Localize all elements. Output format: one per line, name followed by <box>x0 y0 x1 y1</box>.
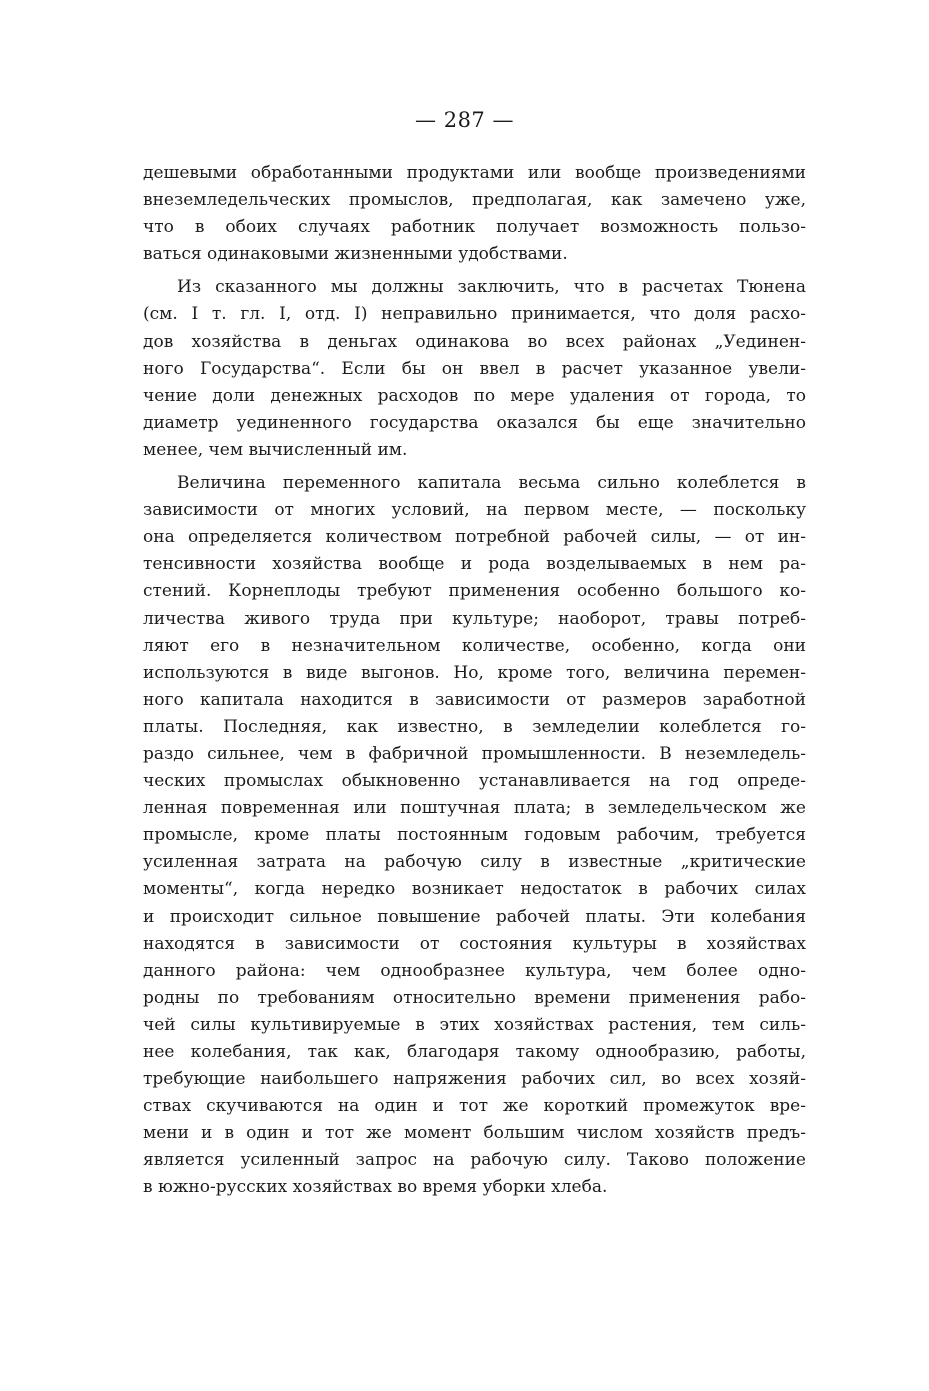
text-line: Из сказанного мы должны заключить, что в расчетах Тюнена <box>177 277 806 298</box>
text-line: ленная повременная или поштучная плата; в земледельческом же <box>143 798 806 819</box>
text-line: менее, чем вычисленный им. <box>143 439 408 460</box>
paragraph-2 <box>143 274 806 464</box>
text-line: ного Государства“. Если бы он ввел в расчет указанное увели- <box>143 358 806 379</box>
text-line: ного капитала находится в зависимости от размеров заработной <box>143 689 806 710</box>
text-line: ствах скучиваются на один и тот же короткий промежуток вре- <box>143 1096 806 1117</box>
text-line: она определяется количеством потребной рабочей силы, — от ин- <box>143 527 806 548</box>
text-line: дов хозяйства в деньгах одинакова во всех районах „Уединен- <box>143 331 806 352</box>
text-line: родны по требованиям относительно времени применения рабо- <box>143 987 806 1008</box>
text-line: (см. I т. гл. I, отд. I) неправильно принимается, что доля расхо- <box>143 304 806 325</box>
text-line: платы. Последняя, как известно, в земледелии колеблется го- <box>143 716 806 737</box>
text-line: находятся в зависимости от состояния культуры в хозяйствах <box>143 933 806 954</box>
text-line: раздо сильнее, чем в фабричной промышленности. В неземледель- <box>143 743 806 764</box>
text-line: промысле, кроме платы постоянным годовым рабочим, требуется <box>143 825 806 846</box>
text-line: требующие наибольшего напряжения рабочих сил, во всех хозяй- <box>143 1069 806 1090</box>
text-line: ческих промыслах обыкновенно устанавливается на год опреде- <box>143 771 806 792</box>
text-line: данного района: чем однообразнее культура, чем более одно- <box>143 960 806 981</box>
text-line: мени и в один и тот же момент большим числом хозяйств предъ- <box>143 1123 806 1144</box>
text-line: в южно-русских хозяйствах во время уборки хлеба. <box>143 1177 608 1198</box>
page-number: — 287 — <box>415 108 514 132</box>
text-line: чение доли денежных расходов по мере удаления от города, то <box>143 385 806 406</box>
text-line: моменты“, когда нередко возникает недостаток в рабочих силах <box>143 879 806 900</box>
text-line: нее колебания, так как, благодаря такому однообразию, работы, <box>143 1042 806 1062</box>
text-line: является усиленный запрос на рабочую силу. Таково положение <box>143 1150 806 1171</box>
text-line: диаметр уединенного государства оказался бы еще значительно <box>143 412 806 433</box>
text-line: зависимости от многих условий, на первом месте, — поскольку <box>143 500 806 521</box>
text-line: и происходит сильное повышение рабочей платы. Эти колебания <box>143 906 806 927</box>
text-line: усиленная затрата на рабочую силу в известные „критические <box>143 852 806 873</box>
text-line: чей силы культивируемые в этих хозяйствах растения, тем силь- <box>143 1014 806 1035</box>
text-line: дешевыми обработанными продуктами или вообще произведениями <box>143 163 806 183</box>
text-line: Величина переменного капитала весьма сильно колеблется в <box>177 473 806 494</box>
text-line: используются в виде выгонов. Но, кроме того, величина перемен- <box>143 662 806 683</box>
paragraph-3 <box>143 470 806 1202</box>
text-line: что в обоих случаях работник получает возможность пользо- <box>143 217 806 238</box>
text-line: ляют его в незначительном количестве, особенно, когда они <box>143 635 806 656</box>
text-line: тенсивности хозяйства вообще и рода возделываемых в нем ра- <box>143 554 806 575</box>
text-line: личества живого труда при культуре; наоборот, травы потреб- <box>143 608 806 629</box>
text-line: стений. Корнеплоды требуют применения особенно большого ко- <box>143 581 806 602</box>
paragraph-1 <box>143 160 806 268</box>
body-text <box>143 160 806 1202</box>
text-line: ваться одинаковыми жизненными удобствами. <box>143 244 568 265</box>
text-line: внеземледельческих промыслов, предполагая, как замечено уже, <box>143 190 806 211</box>
